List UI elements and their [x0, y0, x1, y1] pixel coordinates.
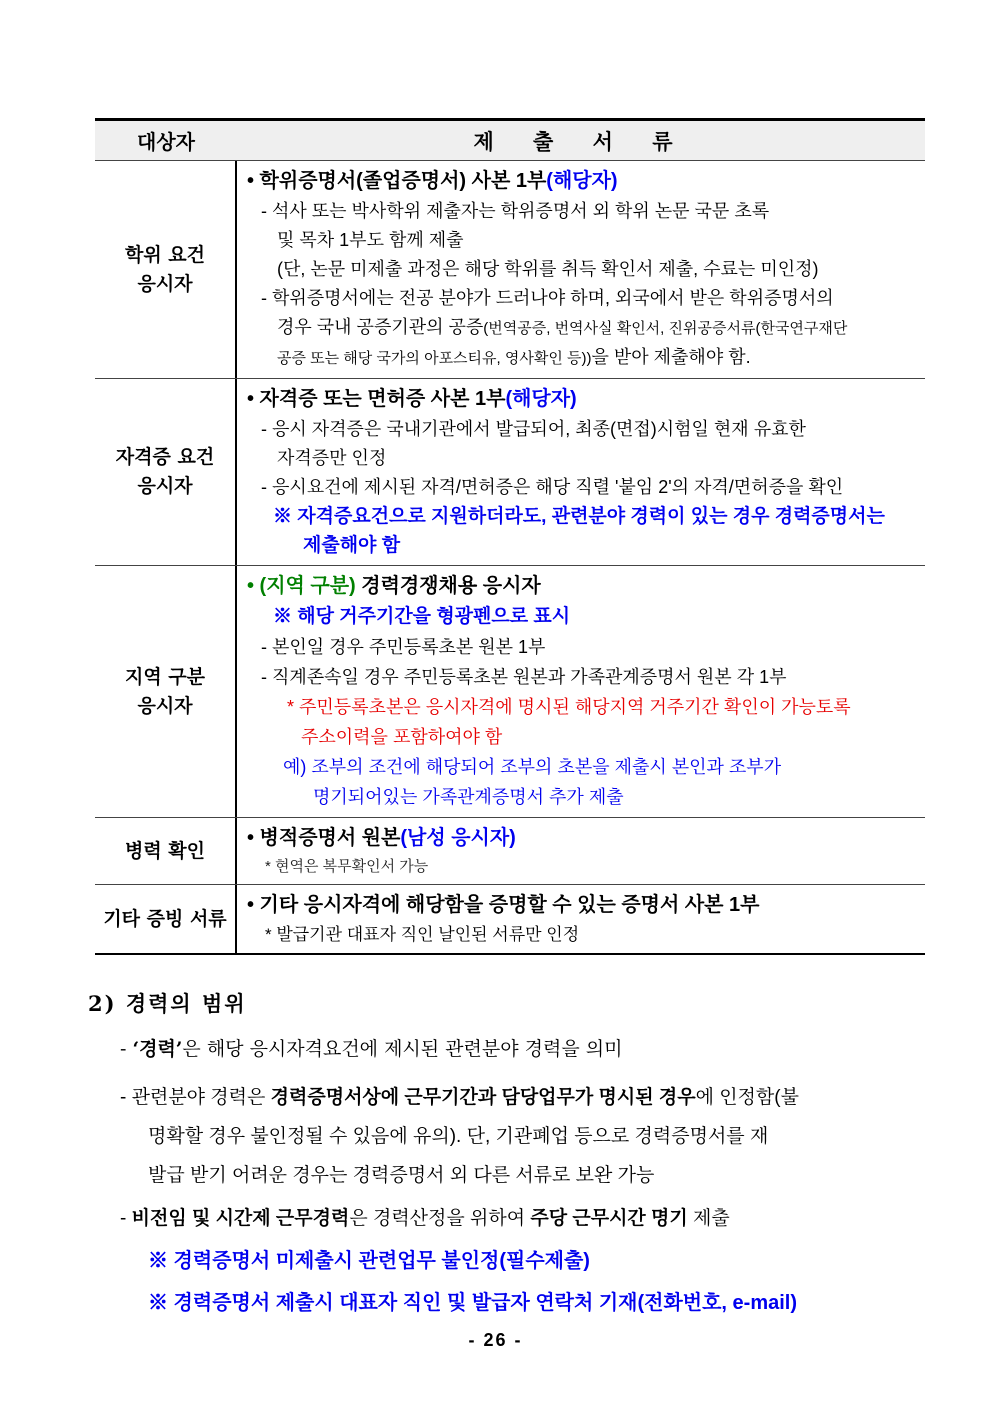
- table-row-other: [95, 885, 925, 953]
- table-header-row: [95, 121, 925, 161]
- row-content-military: [237, 818, 925, 884]
- item-title: [247, 823, 917, 854]
- row-content-degree: [237, 161, 925, 378]
- note-line: 제출해야 함: [303, 535, 401, 556]
- detail-text-small: (번역공증, 번역사실 확인서, 진위공증서류(한국연구재단: [483, 320, 848, 337]
- row-label-line: 학위 요건: [124, 243, 206, 266]
- detail-text: 경우 국내 공증기관의 공증: [277, 317, 484, 337]
- detail-text-small: 공증 또는 해당 국가의 아포스티유, 영사확인 등)): [277, 350, 592, 367]
- item-title-tag: (해당자): [505, 388, 577, 410]
- detail-line: [247, 313, 917, 343]
- warning-line: 주소이력을 포함하여야 함: [301, 727, 503, 747]
- item-title-text: • 병적증명서 원본: [247, 827, 401, 849]
- row-label-degree: [95, 161, 237, 378]
- item-title-text: • 학위증명서(졸업증명서) 사본 1부: [247, 170, 547, 192]
- detail-line: (단, 논문 미제출 과정은 해당 학위를 취득 확인서 제출, 수료는 미인정): [277, 259, 819, 279]
- detail-line: 및 목차 1부도 함께 제출: [277, 230, 464, 250]
- item-text: -: [120, 1208, 132, 1229]
- detail-line: [247, 343, 917, 373]
- item-title: [247, 571, 917, 602]
- section-item-career-recognition: [120, 1078, 799, 1195]
- item-line: 발급 받기 어려운 경우는 경력증명서 외 다른 서류로 보완 가능: [148, 1165, 655, 1186]
- item-title: [247, 384, 917, 415]
- row-label-region: [95, 566, 237, 817]
- item-text: -: [120, 1038, 133, 1060]
- detail-text: 을 받아 제출해야 함.: [591, 347, 751, 367]
- detail-line: - 직계존속일 경우 주민등록초본 원본과 가족관계증명서 원본 각 1부: [261, 667, 787, 687]
- detail-line: - 본인일 경우 주민등록초본 원본 1부: [261, 637, 546, 657]
- item-text: 제출: [687, 1208, 730, 1229]
- item-title: [247, 166, 917, 197]
- item-text-bold: 비전임 및 시간제 근무경력: [131, 1208, 350, 1229]
- row-label-line: 응시자: [137, 272, 193, 295]
- item-title-region: • (지역 구분): [247, 575, 356, 597]
- row-label-military: [95, 818, 237, 884]
- row-label-license: [95, 379, 237, 565]
- note-line: ※ 해당 거주기간을 형광펜으로 표시: [273, 606, 571, 627]
- submission-documents-table: [95, 118, 925, 955]
- header-subject: 대상자: [137, 130, 195, 154]
- row-label-other: [95, 885, 237, 953]
- section-note-required-submission: ※ 경력증명서 미제출시 관련업무 불인정(필수제출): [148, 1250, 590, 1272]
- item-text-bold: 경력증명서상에 근무기간과 담당업무가 명시된 경우: [270, 1087, 696, 1108]
- row-content-other: [237, 885, 925, 953]
- detail-line: * 발급기관 대표자 직인 날인된 서류만 인정: [265, 925, 580, 944]
- detail-line: - 응시 자격증은 국내기관에서 발급되어, 최종(면접)시험일 현재 유효한: [261, 419, 806, 439]
- item-text: 은 해당 응시자격요건에 제시된 관련분야 경력을 의미: [182, 1038, 623, 1060]
- section-note-contact-info: ※ 경력증명서 제출시 대표자 직인 및 발급자 연락처 기재(전화번호, e-mail): [148, 1292, 798, 1314]
- item-line: [120, 1078, 799, 1117]
- detail-line: - 응시요건에 제시된 자격/면허증은 해당 직렬 '붙임 2'의 자격/면허증을 확인: [261, 477, 844, 497]
- row-label-line: 지역 구분: [124, 665, 206, 688]
- header-documents: 제 출 서 류: [473, 128, 689, 154]
- item-title-text: 경력경쟁채용 응시자: [355, 575, 541, 597]
- item-title-text: • 기타 응시자격에 해당함을 증명할 수 있는 증명서 사본 1부: [247, 894, 760, 916]
- row-content-license: [237, 379, 925, 565]
- section-item-career-definition: [120, 1034, 622, 1061]
- detail-line: * 현역은 복무확인서 가능: [265, 858, 429, 875]
- row-label-line: 기타 증빙 서류: [103, 907, 227, 930]
- table-row-degree: [95, 161, 925, 379]
- item-title: [247, 890, 917, 921]
- item-title-tag: (남성 응시자): [400, 827, 516, 849]
- section-item-parttime-career: [120, 1203, 730, 1230]
- table-row-military: [95, 818, 925, 885]
- page-number: - 26 -: [468, 1330, 523, 1350]
- example-line: 명기되어있는 가족관계증명서 추가 제출: [313, 787, 624, 807]
- warning-line: * 주민등록초본은 응시자격에 명시된 해당지역 거주기간 확인이 가능토록: [287, 697, 851, 717]
- item-text-bold: ‘경력’: [132, 1038, 183, 1060]
- table-row-region: [95, 566, 925, 818]
- table-row-license: [95, 379, 925, 566]
- item-title-tag: (해당자): [546, 170, 618, 192]
- row-content-region: [237, 566, 925, 817]
- row-label-line: 응시자: [137, 475, 193, 497]
- row-label-line: 응시자: [137, 694, 193, 717]
- detail-line: - 학위증명서에는 전공 분야가 드러나야 하며, 외국에서 받은 학위증명서의: [261, 288, 834, 308]
- row-label-line: 병력 확인: [124, 839, 206, 862]
- item-text-bold: 주당 근무시간 명기: [530, 1208, 688, 1229]
- item-title-text: • 자격증 또는 면허증 사본 1부: [247, 388, 506, 410]
- section-heading: 2) 경력의 범위: [88, 991, 247, 1016]
- detail-line: - 석사 또는 박사학위 제출자는 학위증명서 외 학위 논문 국문 초록: [261, 201, 770, 221]
- item-line: 명확할 경우 불인정될 수 있음에 유의). 단, 기관폐업 등으로 경력증명서를 재: [148, 1126, 769, 1147]
- note-line: ※ 자격증요건으로 지원하더라도, 관련분야 경력이 있는 경우 경력증명서는: [273, 506, 885, 527]
- item-text: 에 인정함(불: [695, 1087, 799, 1108]
- example-line: 예) 조부의 조건에 해당되어 조부의 초본을 제출시 본인과 조부가: [283, 757, 782, 777]
- item-text: - 관련분야 경력은: [120, 1087, 271, 1108]
- row-label-line: 자격증 요건: [115, 446, 215, 468]
- detail-line: 자격증만 인정: [277, 448, 387, 468]
- item-text: 은 경력산정을 위하여: [349, 1208, 531, 1229]
